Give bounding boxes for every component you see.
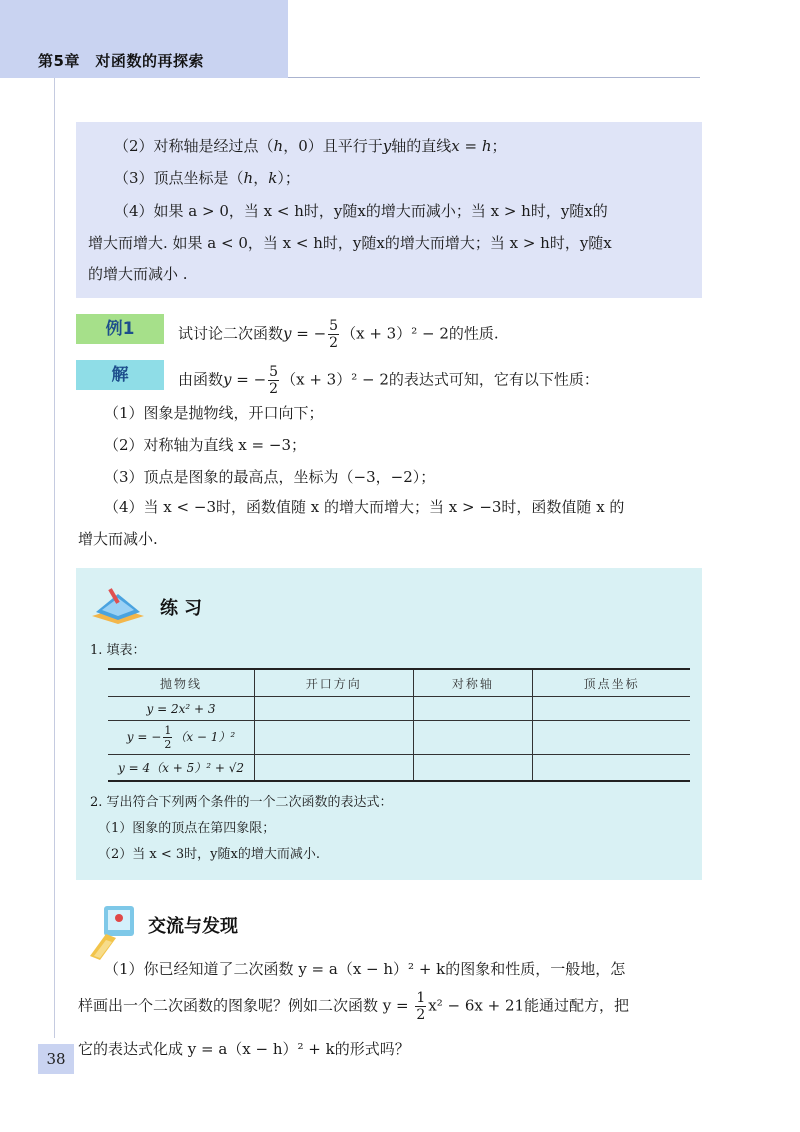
fill-in-table bbox=[108, 668, 690, 782]
practice-question-2: 2. 写出符合下列两个条件的一个二次函数的表达式： bbox=[90, 795, 393, 810]
discover-fraction: $\frac{1}{2}$ bbox=[416, 990, 426, 1023]
practice-title: 练习 bbox=[160, 598, 208, 619]
table-formula: y = 2x² + 3 bbox=[108, 697, 255, 721]
table-cell-axis[interactable] bbox=[413, 721, 533, 755]
table-header-vertex: 顶点坐标 bbox=[533, 669, 690, 697]
table-header-axis: 对称轴 bbox=[413, 669, 533, 697]
solution-item: （1）图象是抛物线，开口向下； bbox=[104, 404, 324, 422]
property-item-4-line3: 的增大而减小 . bbox=[88, 265, 188, 283]
practice-book-icon bbox=[88, 586, 148, 624]
solution-item: （2）对称轴为直线 x = −3； bbox=[104, 436, 306, 454]
table-row bbox=[108, 697, 690, 721]
table-cell-axis[interactable] bbox=[413, 697, 533, 721]
margin-rule bbox=[54, 78, 55, 1038]
practice-q2-item: （1）图象的顶点在第四象限； bbox=[98, 821, 276, 836]
discover-line-1: （1）你已经知道了二次函数 y = a（x − h）² + k的图象和性质，一般地，怎 bbox=[104, 960, 626, 978]
table-cell-vertex[interactable] bbox=[533, 755, 690, 781]
discover-line-2: 样画出一个二次函数的图象呢？例如二次函数 y = $\frac{1}{2}$ x² − 6x + 21能通过配方，把 bbox=[78, 990, 630, 1023]
solution-tag: 解 bbox=[76, 360, 164, 390]
table-formula: y = − $\frac{1}{2}$ （x − 1）² bbox=[108, 721, 255, 755]
table-header-opening: 开口方向 bbox=[255, 669, 414, 697]
example-fraction: $\frac{5}{2}$ bbox=[329, 318, 339, 351]
solution-intro: 由函数y = − $\frac{5}{2}$ （x + 3）² − 2的表达式可知，它有以下性质： bbox=[178, 364, 599, 397]
property-item-4-line2: 增大而增大. 如果 a < 0，当 x < h时，y随x的增大而增大；当 x > h时，y随x bbox=[88, 234, 612, 252]
table-cell-opening[interactable] bbox=[255, 721, 414, 755]
table-header-row bbox=[108, 669, 690, 697]
discover-line-3: 它的表达式化成 y = a（x − h）² + k的形式吗？ bbox=[78, 1040, 410, 1058]
example-tag: 例1 bbox=[76, 314, 164, 344]
practice-q2-item: （2）当 x < 3时，y随x的增大而减小. bbox=[98, 847, 320, 862]
solution-item: （4）当 x < −3时，函数值随 x 的增大而增大；当 x > −3时，函数值随 x 的 bbox=[104, 498, 625, 516]
table-cell-vertex[interactable] bbox=[533, 697, 690, 721]
table-header-parabola: 抛物线 bbox=[108, 669, 255, 697]
practice-question-1: 1. 填表： bbox=[90, 643, 146, 658]
table-row bbox=[108, 721, 690, 755]
property-item-2: （2）对称轴是经过点（h，0）且平行于y轴的直线x = h； bbox=[114, 137, 507, 155]
table-cell-opening[interactable] bbox=[255, 755, 414, 781]
property-item-3: （3）顶点坐标是（h，k）； bbox=[114, 169, 300, 187]
solution-fraction: $\frac{5}{2}$ bbox=[269, 364, 279, 397]
example-statement: 试讨论二次函数y = − $\frac{5}{2}$ （x + 3）² − 2的性质. bbox=[178, 318, 499, 351]
discover-pointer-icon bbox=[86, 904, 142, 960]
table-cell-vertex[interactable] bbox=[533, 721, 690, 755]
discover-title: 交流与发现 bbox=[148, 916, 238, 937]
chapter-title: 第5章 对函数的再探索 bbox=[38, 52, 204, 70]
solution-item-continuation: 增大而减小. bbox=[78, 530, 158, 548]
table-row bbox=[108, 755, 690, 781]
table-cell-axis[interactable] bbox=[413, 755, 533, 781]
solution-item: （3）顶点是图象的最高点，坐标为（−3，−2）； bbox=[104, 468, 436, 486]
table-formula: y = 4（x + 5）² + √2 bbox=[108, 755, 255, 781]
property-item-4-line1: （4）如果 a > 0，当 x < h时，y随x的增大而减小；当 x > h时，y随x的 bbox=[114, 202, 608, 220]
table-cell-opening[interactable] bbox=[255, 697, 414, 721]
header-rule bbox=[288, 77, 700, 78]
page-number: 38 bbox=[38, 1044, 74, 1074]
